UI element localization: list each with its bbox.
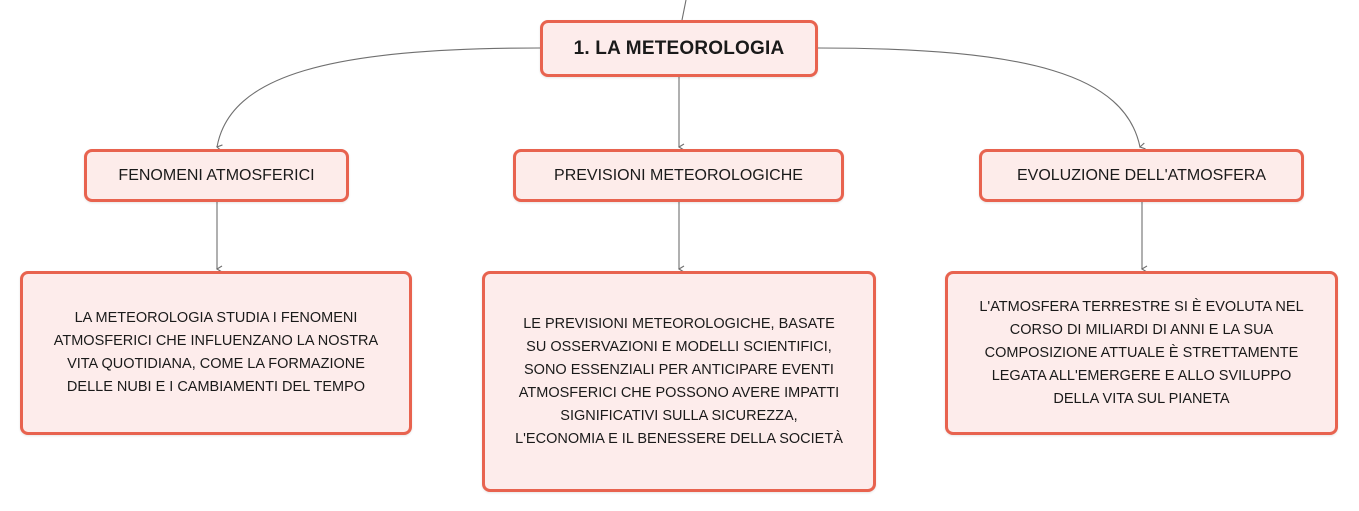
detail-line: COMPOSIZIONE ATTUALE È STRETTAMENTE <box>984 344 1299 361</box>
detail-node-text <box>979 296 1303 411</box>
detail-line: SIGNIFICATIVI SULLA SICUREZZA, <box>560 407 798 424</box>
detail-line: SU OSSERVAZIONI E MODELLI SCIENTIFICI, <box>526 338 832 355</box>
topic-node-label: EVOLUZIONE DELL'ATMOSFERA <box>1016 166 1267 184</box>
detail-line: L'ECONOMIA E IL BENESSERE DELLA SOCIETÀ <box>515 430 843 447</box>
connector-parent-to-root <box>682 0 686 20</box>
detail-line: LA METEOROLOGIA STUDIA I FENOMENI <box>74 310 358 326</box>
topic-node-label: FENOMENI ATMOSFERICI <box>118 166 315 184</box>
detail-line: LEGATA ALL'EMERGERE E ALLO SVILUPPO <box>991 367 1292 384</box>
detail-line: VITA QUOTIDIANA, COME LA FORMAZIONE <box>67 356 365 372</box>
detail-node-fenomeni-atmosferici[interactable] <box>20 271 412 435</box>
detail-line: LE PREVISIONI METEOROLOGICHE, BASATE <box>523 315 835 332</box>
detail-line: SONO ESSENZIALI PER ANTICIPARE EVENTI <box>524 361 834 378</box>
detail-node-evoluzione-atmosfera[interactable] <box>945 271 1338 435</box>
detail-line: ATMOSFERICI CHE INFLUENZANO LA NOSTRA <box>53 333 379 349</box>
detail-line: CORSO DI MILIARDI DI ANNI E LA SUA <box>1009 321 1274 338</box>
connector-root-to-topic-1 <box>217 48 540 147</box>
detail-line: L'ATMOSFERA TERRESTRE SI È EVOLUTA NEL <box>979 298 1304 315</box>
topic-node-evoluzione-atmosfera[interactable] <box>979 149 1304 202</box>
root-node-label: 1. LA METEOROLOGIA <box>573 37 785 59</box>
topic-node-fenomeni-atmosferici[interactable] <box>84 149 349 202</box>
detail-line: DELLE NUBI E I CAMBIAMENTI DEL TEMPO <box>66 379 366 395</box>
topic-node-previsioni-meteorologiche[interactable] <box>513 149 844 202</box>
detail-node-text <box>54 307 378 399</box>
detail-node-text <box>515 313 843 451</box>
topic-node-label: PREVISIONI METEOROLOGICHE <box>554 166 803 184</box>
detail-line: DELLA VITA SUL PIANETA <box>1053 390 1230 407</box>
detail-node-previsioni-meteorologiche[interactable] <box>482 271 876 492</box>
root-node[interactable] <box>540 20 818 77</box>
connector-root-to-topic-3 <box>818 48 1140 147</box>
detail-line: ATMOSFERICI CHE POSSONO AVERE IMPATTI <box>518 384 840 401</box>
